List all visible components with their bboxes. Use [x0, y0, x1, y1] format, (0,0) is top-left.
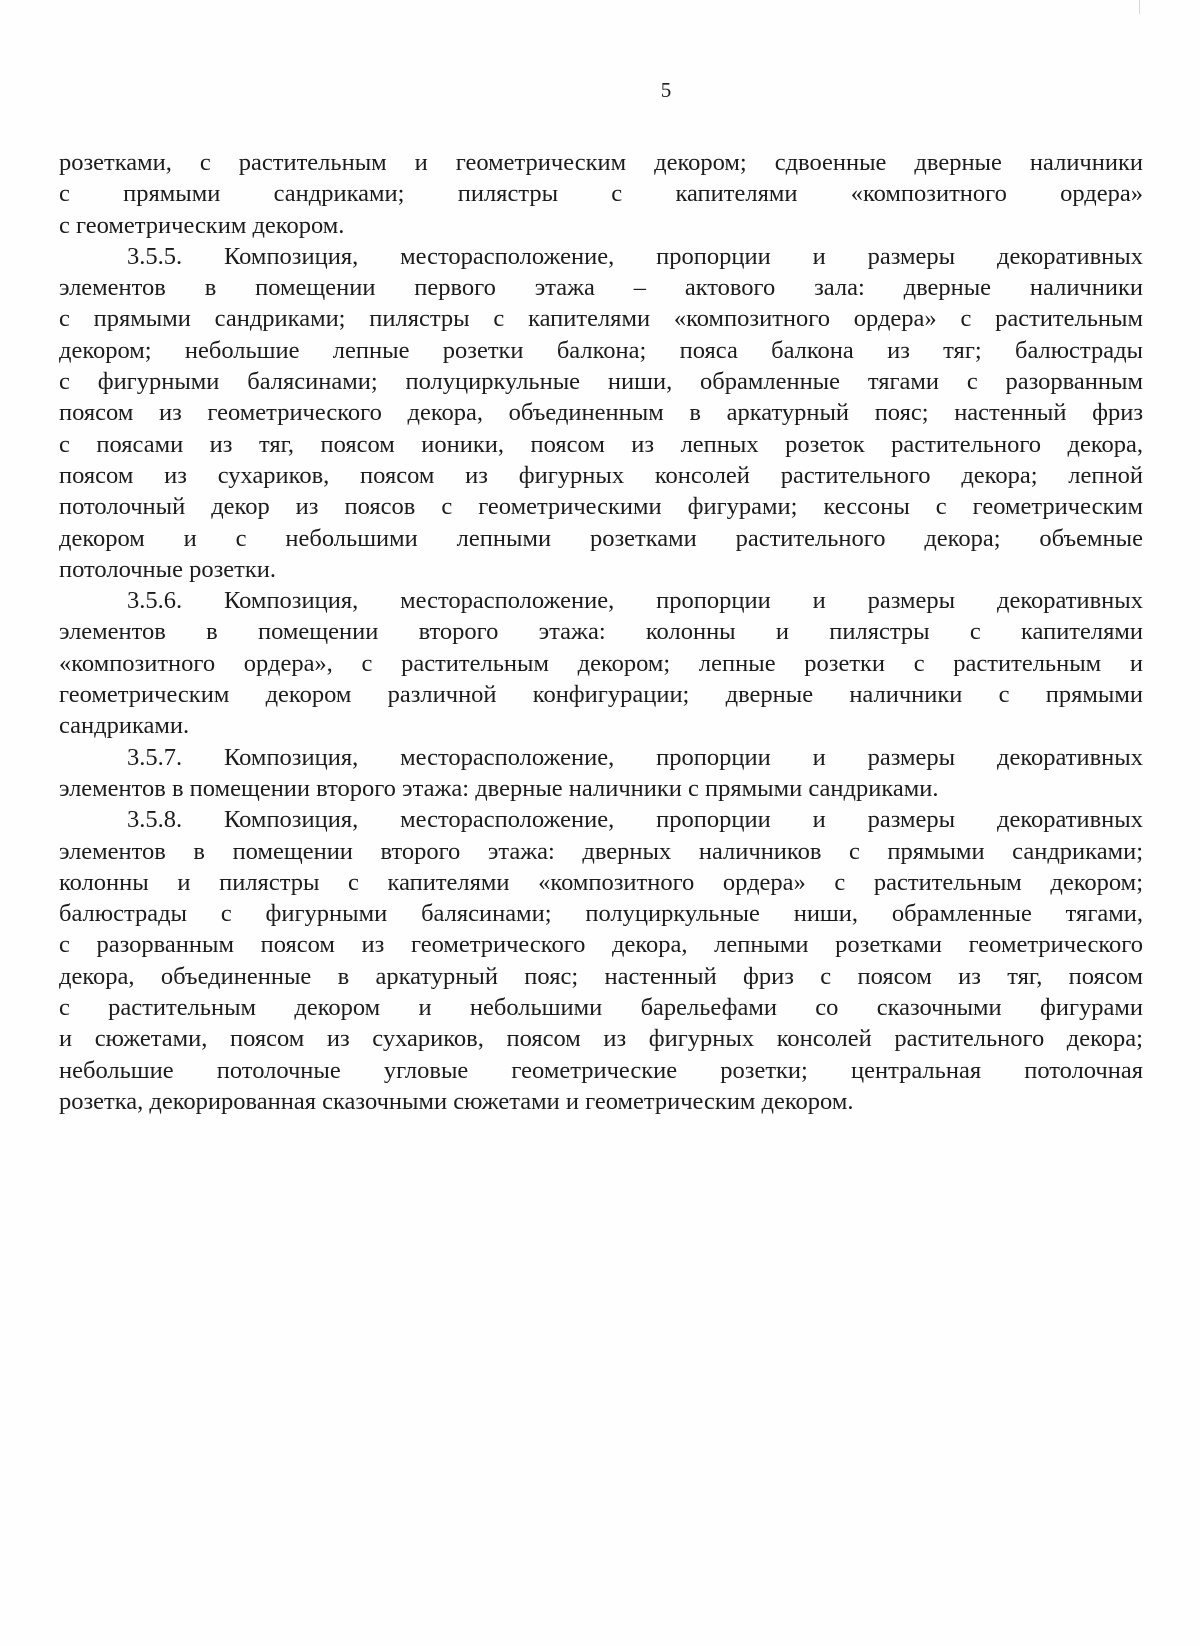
text-line: с растительным декором и небольшими барельефами со сказочными фигурами	[59, 994, 1143, 1022]
text-line: элементов в помещении первого этажа – актового зала: дверные наличники	[59, 274, 1143, 302]
text-line: декора, объединенные в аркатурный пояс; настенный фриз с поясом из тяг, поясом	[59, 962, 1143, 990]
text-line: геометрическим декором различной конфигурации; дверные наличники с прямыми	[59, 681, 1143, 709]
section-3-5-8-heading-line: 3.5.8. Композиция, месторасположение, пропорции и размеры декоративных	[127, 806, 1143, 834]
text-line: декором; небольшие лепные розетки балкона; пояса балкона из тяг; балюстрады	[59, 336, 1143, 364]
text-line: розетка, декорированная сказочными сюжетами и геометрическим декором.	[59, 1087, 854, 1115]
text-line: с геометрическим декором.	[59, 211, 345, 239]
section-3-5-5-heading-line: 3.5.5. Композиция, месторасположение, пропорции и размеры декоративных	[127, 242, 1143, 270]
text-line: декором и с небольшими лепными розетками растительного декора; объемные	[59, 524, 1143, 552]
text-line: балюстрады с фигурными балясинами; полуциркульные ниши, обрамленные тягами,	[59, 900, 1143, 928]
text-line: «композитного ордера», с растительным декором; лепные розетки с растительным и	[59, 649, 1143, 677]
text-line: поясом из геометрического декора, объединенным в аркатурный пояс; настенный фриз	[59, 399, 1143, 427]
text-line: с прямыми сандриками; пилястры с капителями «композитного ордера» с растительным	[59, 305, 1143, 333]
text-line: элементов в помещении второго этажа: дверных наличников с прямыми сандриками;	[59, 837, 1143, 865]
section-3-5-6-heading-line: 3.5.6. Композиция, месторасположение, пропорции и размеры декоративных	[127, 587, 1143, 615]
text-line: и сюжетами, поясом из сухариков, поясом из фигурных консолей растительного декора;	[59, 1025, 1143, 1053]
text-line: поясом из сухариков, поясом из фигурных консолей растительного декора; лепной	[59, 461, 1143, 489]
text-line: потолочные розетки.	[59, 555, 276, 583]
section-3-5-7-heading-line: 3.5.7. Композиция, месторасположение, пропорции и размеры декоративных	[127, 743, 1143, 771]
text-line: элементов в помещении второго этажа: дверные наличники с прямыми сандриками.	[59, 774, 939, 802]
text-line: сандриками.	[59, 712, 190, 740]
page-number: 5	[660, 78, 672, 102]
text-line: с прямыми сандриками; пилястры с капителями «композитного ордера»	[59, 180, 1143, 208]
document-body	[59, 147, 1143, 1117]
text-line: колонны и пилястры с капителями «композитного ордера» с растительным декором;	[59, 868, 1143, 896]
text-line: с фигурными балясинами; полуциркульные ниши, обрамленные тягами с разорванным	[59, 368, 1143, 396]
text-line: небольшие потолочные угловые геометрические розетки; центральная потолочная	[59, 1056, 1143, 1084]
text-line: потолочный декор из поясов с геометрическими фигурами; кессоны с геометрическим	[59, 493, 1143, 521]
text-line: с разорванным поясом из геометрического декора, лепными розетками геометрического	[59, 931, 1143, 959]
text-line: элементов в помещении второго этажа: колонны и пилястры с капителями	[59, 618, 1143, 646]
scan-edge-mark	[1139, 0, 1200, 14]
text-line: розетками, с растительным и геометрическим декором; сдвоенные дверные наличники	[59, 149, 1143, 176]
text-line: с поясами из тяг, поясом ионики, поясом из лепных розеток растительного декора,	[59, 430, 1143, 458]
